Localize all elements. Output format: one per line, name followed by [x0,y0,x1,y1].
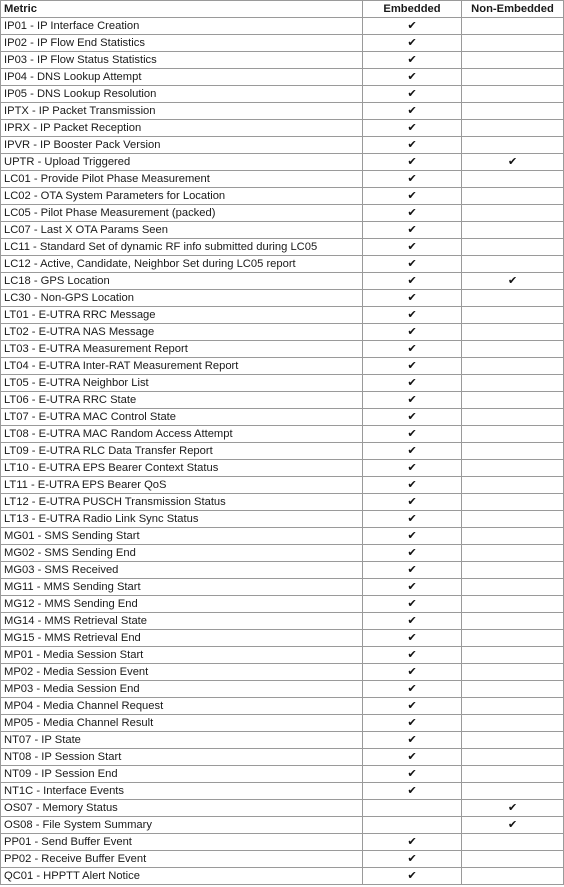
non-embedded-cell [462,647,564,664]
metric-cell: MP01 - Media Session Start [1,647,363,664]
table-row [1,851,564,868]
checkmark-icon: ✔ [407,495,417,508]
embedded-cell [363,154,462,171]
checkmark-icon: ✔ [407,19,417,32]
table-row [1,443,564,460]
embedded-cell [363,290,462,307]
checkmark-icon: ✔ [407,784,417,797]
embedded-cell [363,579,462,596]
metric-cell: MG11 - MMS Sending Start [1,579,363,596]
checkmark-icon: ✔ [407,733,417,746]
table-row [1,409,564,426]
checkmark-icon: ✔ [407,461,417,474]
metric-cell: LT01 - E-UTRA RRC Message [1,307,363,324]
metric-cell: NT08 - IP Session Start [1,749,363,766]
checkmark-icon: ✔ [407,121,417,134]
metric-cell: IPRX - IP Packet Reception [1,120,363,137]
metric-cell: MG01 - SMS Sending Start [1,528,363,545]
non-embedded-cell [462,868,564,885]
embedded-cell [363,783,462,800]
checkmark-icon: ✔ [407,189,417,202]
non-embedded-cell [462,443,564,460]
embedded-cell [363,477,462,494]
table-row [1,154,564,171]
embedded-cell [363,375,462,392]
embedded-cell [363,52,462,69]
non-embedded-cell [462,562,564,579]
checkmark-icon: ✔ [407,274,417,287]
checkmark-icon: ✔ [407,699,417,712]
metric-cell: LC01 - Provide Pilot Phase Measurement [1,171,363,188]
checkmark-icon: ✔ [407,835,417,848]
table-row [1,460,564,477]
header-row [1,1,564,18]
embedded-cell [363,426,462,443]
non-embedded-cell [462,732,564,749]
table-body [1,18,564,885]
non-embedded-cell [462,222,564,239]
non-embedded-cell [462,137,564,154]
embedded-cell [363,120,462,137]
metric-cell: MP05 - Media Channel Result [1,715,363,732]
non-embedded-cell [462,851,564,868]
metric-cell: MP03 - Media Session End [1,681,363,698]
table-row [1,239,564,256]
table-row [1,392,564,409]
non-embedded-cell [462,239,564,256]
metric-cell: LT04 - E-UTRA Inter-RAT Measurement Report [1,358,363,375]
checkmark-icon: ✔ [407,648,417,661]
metric-cell: MG12 - MMS Sending End [1,596,363,613]
table-row [1,494,564,511]
metric-cell: LT10 - E-UTRA EPS Bearer Context Status [1,460,363,477]
checkmark-icon: ✔ [407,631,417,644]
table-row [1,647,564,664]
table-row [1,766,564,783]
checkmark-icon: ✔ [407,325,417,338]
table-row [1,545,564,562]
metric-cell: LT03 - E-UTRA Measurement Report [1,341,363,358]
embedded-cell [363,460,462,477]
non-embedded-cell [462,834,564,851]
table-row [1,664,564,681]
table-row [1,358,564,375]
non-embedded-cell [462,290,564,307]
checkmark-icon: ✔ [407,104,417,117]
embedded-cell [363,392,462,409]
non-embedded-cell [462,545,564,562]
metric-cell: PP02 - Receive Buffer Event [1,851,363,868]
header-metric: Metric [1,1,363,18]
embedded-cell [363,545,462,562]
embedded-cell [363,256,462,273]
checkmark-icon: ✔ [407,53,417,66]
checkmark-icon: ✔ [507,274,518,287]
metric-cell: IPTX - IP Packet Transmission [1,103,363,120]
non-embedded-cell [462,477,564,494]
non-embedded-cell [462,205,564,222]
metric-cell: NT07 - IP State [1,732,363,749]
metric-cell: MP04 - Media Channel Request [1,698,363,715]
table-row [1,681,564,698]
checkmark-icon: ✔ [407,512,417,525]
metric-cell: UPTR - Upload Triggered [1,154,363,171]
embedded-cell [363,562,462,579]
checkmark-icon: ✔ [407,546,417,559]
embedded-cell [363,817,462,834]
embedded-cell [363,307,462,324]
table-row [1,171,564,188]
checkmark-icon: ✔ [407,478,417,491]
metric-cell: LT13 - E-UTRA Radio Link Sync Status [1,511,363,528]
embedded-cell [363,766,462,783]
non-embedded-cell [462,375,564,392]
checkmark-icon: ✔ [407,563,417,576]
metric-cell: LT08 - E-UTRA MAC Random Access Attempt [1,426,363,443]
metric-cell: LC02 - OTA System Parameters for Location [1,188,363,205]
table-row [1,613,564,630]
metric-cell: IP03 - IP Flow Status Statistics [1,52,363,69]
non-embedded-cell [462,630,564,647]
embedded-cell [363,596,462,613]
non-embedded-cell [462,103,564,120]
checkmark-icon: ✔ [407,223,417,236]
non-embedded-cell [462,528,564,545]
table-row [1,69,564,86]
metric-cell: LC05 - Pilot Phase Measurement (packed) [1,205,363,222]
checkmark-icon: ✔ [407,614,417,627]
checkmark-icon: ✔ [407,597,417,610]
metric-cell: LC12 - Active, Candidate, Neighbor Set during LC05 report [1,256,363,273]
non-embedded-cell [462,52,564,69]
table-row [1,715,564,732]
embedded-cell [363,868,462,885]
checkmark-icon: ✔ [407,138,417,151]
table-row [1,426,564,443]
checkmark-icon: ✔ [407,750,417,763]
metric-cell: LT09 - E-UTRA RLC Data Transfer Report [1,443,363,460]
non-embedded-cell [462,511,564,528]
table-row [1,596,564,613]
table-row [1,783,564,800]
embedded-cell [363,239,462,256]
non-embedded-cell [462,783,564,800]
table-row [1,205,564,222]
table-row [1,375,564,392]
embedded-cell [363,664,462,681]
table-row [1,477,564,494]
table-row [1,35,564,52]
table-row [1,749,564,766]
non-embedded-cell [462,120,564,137]
embedded-cell [363,528,462,545]
checkmark-icon: ✔ [407,257,417,270]
non-embedded-cell [462,324,564,341]
metric-cell: IP02 - IP Flow End Statistics [1,35,363,52]
metric-cell: MG14 - MMS Retrieval State [1,613,363,630]
embedded-cell [363,732,462,749]
non-embedded-cell [462,409,564,426]
embedded-cell [363,358,462,375]
metric-cell: IP01 - IP Interface Creation [1,18,363,35]
non-embedded-cell [462,358,564,375]
checkmark-icon: ✔ [507,801,518,814]
metric-cell: LC30 - Non-GPS Location [1,290,363,307]
metric-cell: MG02 - SMS Sending End [1,545,363,562]
non-embedded-cell [462,35,564,52]
checkmark-icon: ✔ [407,376,417,389]
checkmark-icon: ✔ [407,444,417,457]
non-embedded-cell [462,613,564,630]
table-row [1,18,564,35]
non-embedded-cell [462,460,564,477]
checkmark-icon: ✔ [407,155,417,168]
table-row [1,511,564,528]
metric-cell: NT1C - Interface Events [1,783,363,800]
table-header [1,1,564,18]
non-embedded-cell [462,188,564,205]
embedded-cell [363,18,462,35]
table-row [1,800,564,817]
checkmark-icon: ✔ [407,342,417,355]
table-row [1,52,564,69]
table-row [1,86,564,103]
table-row [1,188,564,205]
non-embedded-cell [462,596,564,613]
table-row [1,222,564,239]
table-row [1,256,564,273]
non-embedded-cell [462,426,564,443]
metric-cell: LT07 - E-UTRA MAC Control State [1,409,363,426]
checkmark-icon: ✔ [407,393,417,406]
embedded-cell [363,681,462,698]
table-row [1,868,564,885]
metric-cell: LC11 - Standard Set of dynamic RF info submitted during LC05 [1,239,363,256]
checkmark-icon: ✔ [407,410,417,423]
checkmark-icon: ✔ [407,36,417,49]
table-row [1,528,564,545]
checkmark-icon: ✔ [407,359,417,372]
checkmark-icon: ✔ [407,70,417,83]
metric-cell: MG15 - MMS Retrieval End [1,630,363,647]
non-embedded-cell [462,664,564,681]
checkmark-icon: ✔ [407,716,417,729]
embedded-cell [363,205,462,222]
embedded-cell [363,324,462,341]
embedded-cell [363,834,462,851]
embedded-cell [363,698,462,715]
non-embedded-cell [462,766,564,783]
non-embedded-cell [462,86,564,103]
embedded-cell [363,715,462,732]
checkmark-icon: ✔ [507,818,518,831]
table-row [1,817,564,834]
checkmark-icon: ✔ [407,87,417,100]
metric-cell: LT12 - E-UTRA PUSCH Transmission Status [1,494,363,511]
table-row [1,698,564,715]
metric-cell: IP05 - DNS Lookup Resolution [1,86,363,103]
table-row [1,341,564,358]
table-row [1,562,564,579]
table-row [1,120,564,137]
embedded-cell [363,137,462,154]
metric-cell: MP02 - Media Session Event [1,664,363,681]
embedded-cell [363,171,462,188]
embedded-cell [363,69,462,86]
table-row [1,307,564,324]
non-embedded-cell [462,579,564,596]
checkmark-icon: ✔ [507,155,518,168]
checkmark-icon: ✔ [407,682,417,695]
non-embedded-cell [462,392,564,409]
metric-cell: IP04 - DNS Lookup Attempt [1,69,363,86]
header-non-embedded: Non-Embedded [462,1,564,18]
checkmark-icon: ✔ [407,291,417,304]
metric-cell: LC07 - Last X OTA Params Seen [1,222,363,239]
embedded-cell [363,409,462,426]
metric-cell: MG03 - SMS Received [1,562,363,579]
embedded-cell [363,613,462,630]
table-row [1,324,564,341]
table-row [1,834,564,851]
checkmark-icon: ✔ [407,529,417,542]
non-embedded-cell [462,494,564,511]
checkmark-icon: ✔ [407,308,417,321]
metric-cell: OS07 - Memory Status [1,800,363,817]
non-embedded-cell [462,171,564,188]
non-embedded-cell [462,341,564,358]
metric-cell: NT09 - IP Session End [1,766,363,783]
metric-cell: LT02 - E-UTRA NAS Message [1,324,363,341]
table-row [1,579,564,596]
table-row [1,137,564,154]
table-row [1,732,564,749]
metric-cell: LC18 - GPS Location [1,273,363,290]
embedded-cell [363,35,462,52]
checkmark-icon: ✔ [407,852,417,865]
checkmark-icon: ✔ [407,427,417,440]
checkmark-icon: ✔ [407,206,417,219]
non-embedded-cell [462,715,564,732]
non-embedded-cell [462,256,564,273]
non-embedded-cell [462,749,564,766]
embedded-cell [363,511,462,528]
non-embedded-cell [462,69,564,86]
embedded-cell [363,341,462,358]
non-embedded-cell [462,273,564,290]
metric-cell: OS08 - File System Summary [1,817,363,834]
embedded-cell [363,630,462,647]
embedded-cell [363,647,462,664]
table-row [1,630,564,647]
embedded-cell [363,443,462,460]
embedded-cell [363,749,462,766]
non-embedded-cell [462,18,564,35]
header-embedded: Embedded [363,1,462,18]
metric-cell: LT11 - E-UTRA EPS Bearer QoS [1,477,363,494]
embedded-cell [363,103,462,120]
checkmark-icon: ✔ [407,767,417,780]
metric-cell: LT06 - E-UTRA RRC State [1,392,363,409]
embedded-cell [363,273,462,290]
embedded-cell [363,800,462,817]
embedded-cell [363,86,462,103]
embedded-cell [363,851,462,868]
embedded-cell [363,222,462,239]
checkmark-icon: ✔ [407,665,417,678]
table-row [1,103,564,120]
metric-cell: PP01 - Send Buffer Event [1,834,363,851]
non-embedded-cell [462,698,564,715]
checkmark-icon: ✔ [407,240,417,253]
metric-cell: QC01 - HPPTT Alert Notice [1,868,363,885]
metric-cell: IPVR - IP Booster Pack Version [1,137,363,154]
checkmark-icon: ✔ [407,580,417,593]
checkmark-icon: ✔ [407,172,417,185]
non-embedded-cell [462,817,564,834]
non-embedded-cell [462,800,564,817]
table-row [1,273,564,290]
non-embedded-cell [462,154,564,171]
embedded-cell [363,494,462,511]
metric-cell: LT05 - E-UTRA Neighbor List [1,375,363,392]
embedded-cell [363,188,462,205]
non-embedded-cell [462,307,564,324]
table-row [1,290,564,307]
checkmark-icon: ✔ [407,869,417,882]
non-embedded-cell [462,681,564,698]
